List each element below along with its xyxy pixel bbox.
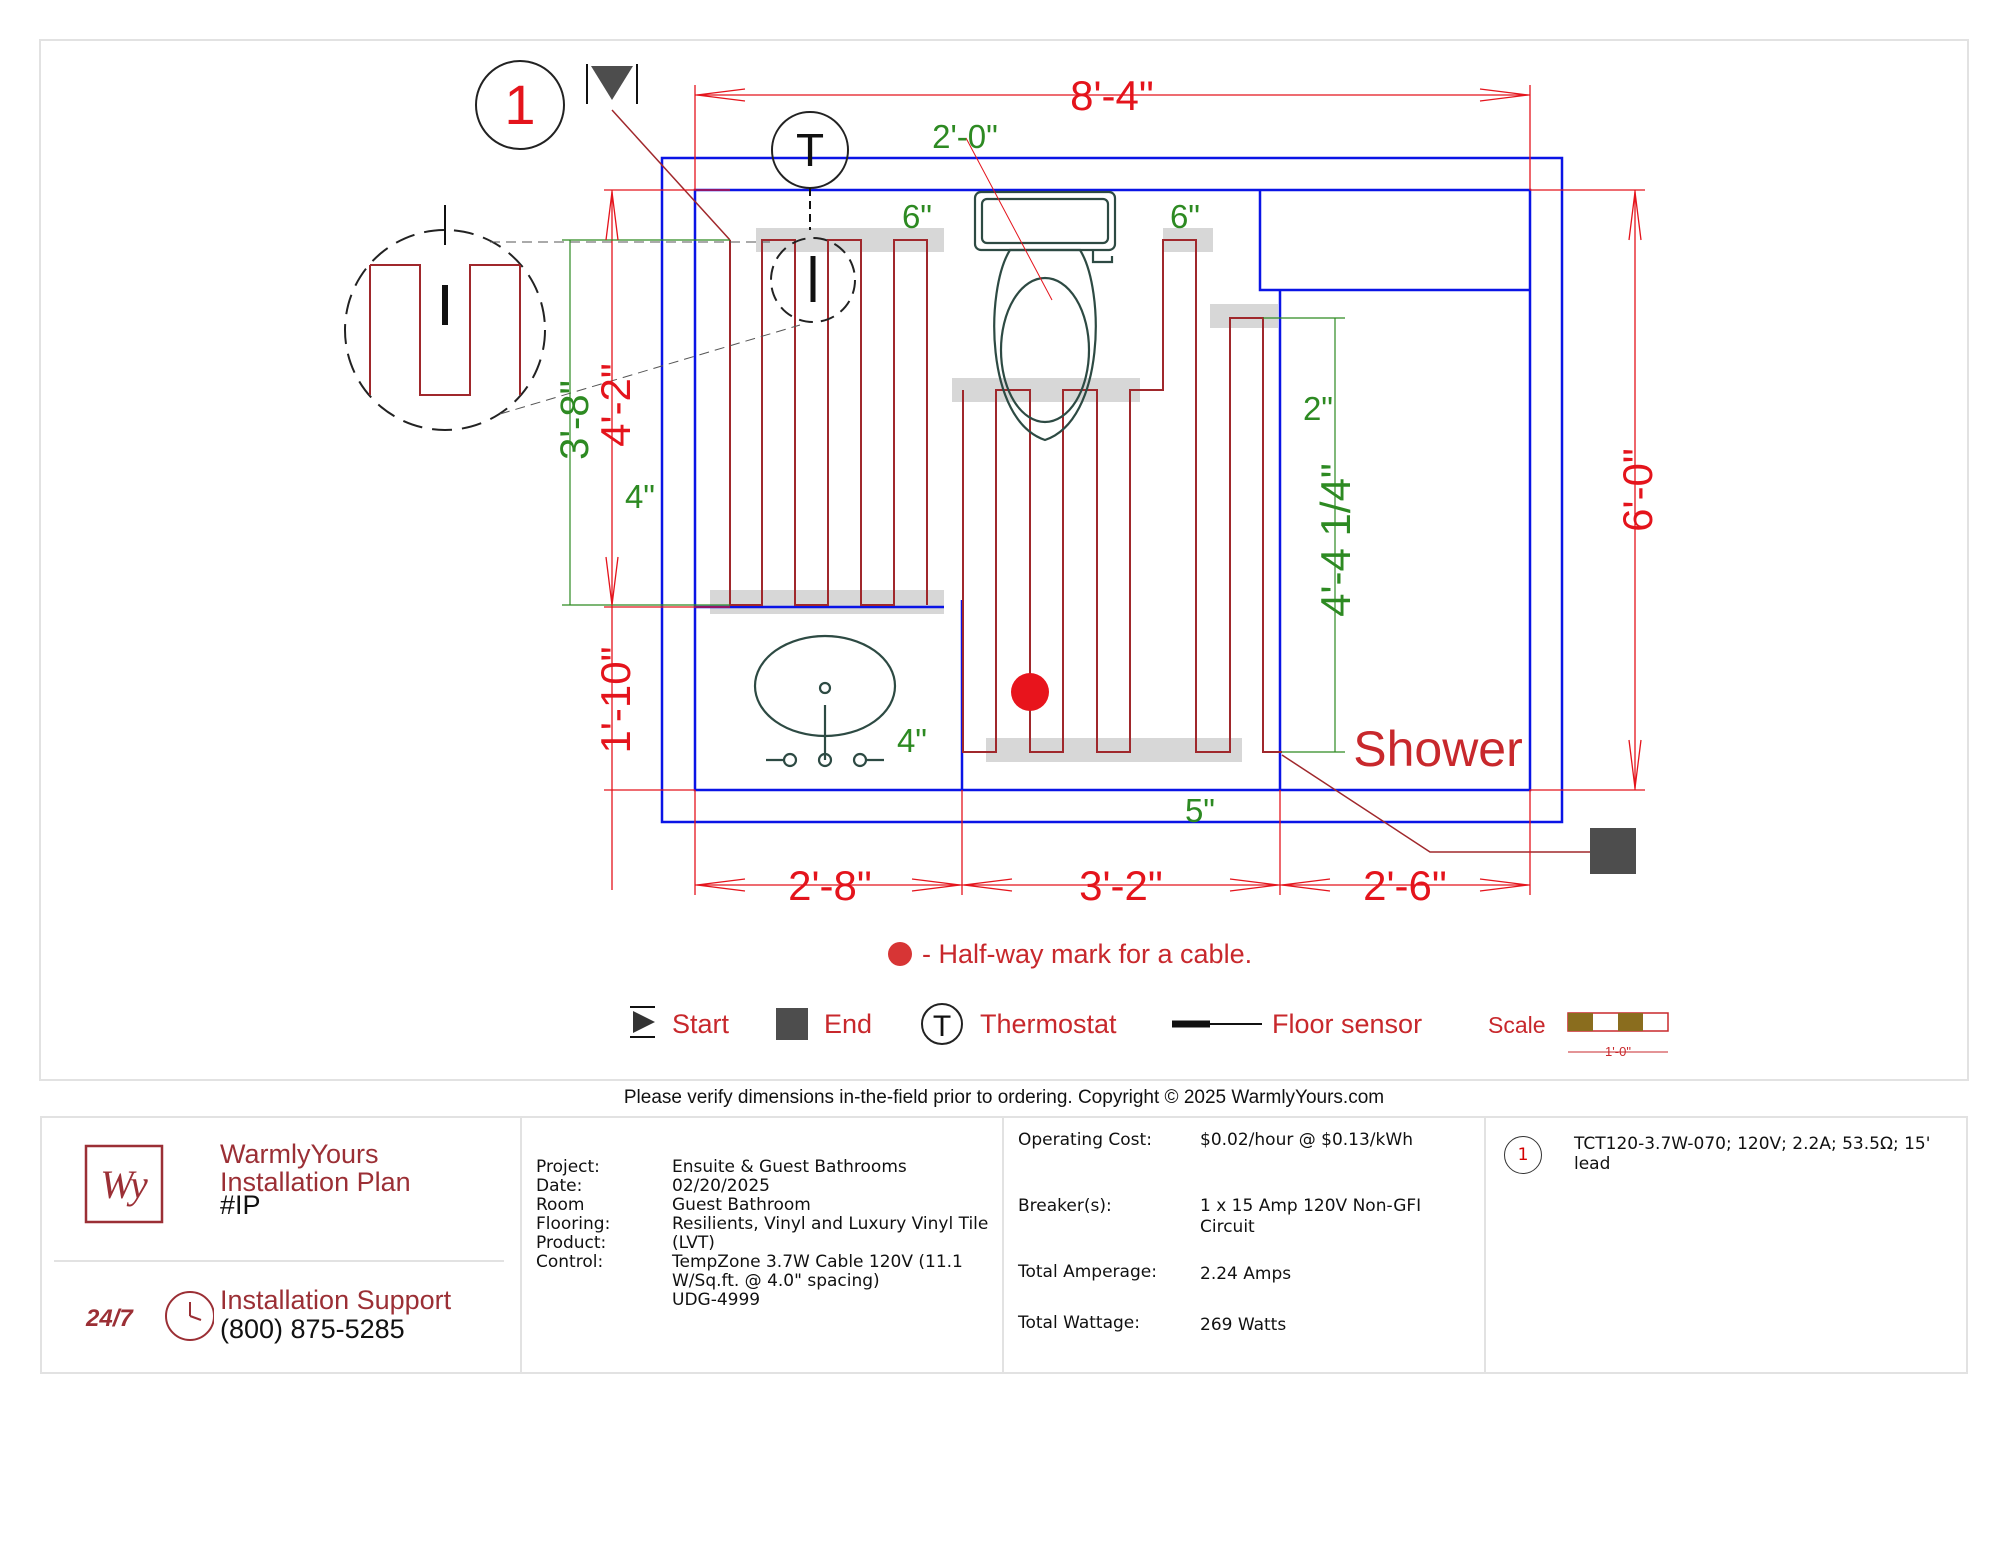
halfway-mark [1011,673,1049,711]
cable-list-number: 1 [1504,1136,1542,1174]
halfway-note: - Half-way mark for a cable. [922,939,1253,969]
thermostat-marker-symbol: T [795,124,825,176]
support-phone: (800) 875-5285 [220,1314,405,1344]
project-label: Project: [536,1157,600,1177]
date-value: 02/20/2025 [672,1176,770,1196]
project-info-cell [522,1118,1004,1372]
warmlyyours-logo-icon [84,1144,164,1224]
dim-vertical-upper: 4'-2" [592,363,639,447]
dim-overall-height: 6'-0" [1614,448,1661,532]
control-value: UDG-4999 [672,1290,761,1310]
cable-list-spec: TCT120-3.7W-070; 120V; 2.2A; 53.5Ω; 15' lead [1574,1134,1931,1174]
dim-spacing-left: 6" [901,198,933,235]
legend-start-label: Start [672,1009,730,1039]
field-verify-notice: Please verify dimensions in-the-field prior to ordering. Copyright © 2025 WarmlyYours.com [623,1087,1385,1108]
cable-number-text: 1 [504,73,536,136]
dim-bottom-right: 2'-6" [1363,862,1447,909]
thermostat-marker [772,112,848,230]
wattage-value: 269 Watts [1200,1315,1287,1335]
dim-shower-run: 4'-4 1/4" [1312,463,1359,617]
support-clock-icon [84,1288,214,1344]
operating-cost-value: $0.02/hour @ $0.13/kWh [1200,1130,1413,1150]
dim-edge-left: 4" [624,478,656,515]
legend-start-icon [630,1007,655,1037]
wattage-label: Total Wattage: [1018,1313,1140,1333]
product-value: TempZone 3.7W Cable 120V (11.1 W/Sq.ft. @ 4.0" spacing) [672,1252,963,1291]
dim-toilet-offset: 2'-0" [932,118,998,155]
support-label: Installation Support [220,1285,452,1315]
dim-bottom-spacing: 5" [1184,792,1216,829]
room-label: Room [536,1195,585,1215]
legend-scale-label: Scale [1488,1012,1546,1038]
legend-thermostat-label: Thermostat [980,1009,1117,1039]
legend-end-label: End [824,1009,873,1039]
dimension-texts [553,72,1661,909]
cable-list-cell [1486,1118,1968,1372]
amperage-label: Total Amperage: [1018,1262,1157,1282]
svg-text:Wy: Wy [100,1162,148,1207]
operating-info-cell [1004,1118,1486,1372]
room-value: Guest Bathroom [672,1195,811,1215]
dim-bottom-left: 2'-8" [788,862,872,909]
branding-cell [42,1118,522,1372]
shower-label: Shower [1353,721,1523,777]
operating-cost-label: Operating Cost: [1018,1130,1152,1150]
project-value: Ensuite & Guest Bathrooms [672,1157,907,1177]
legend-floor-sensor-label: Floor sensor [1272,1009,1423,1039]
title-block [40,1116,1968,1374]
flooring-label: Flooring: [536,1214,611,1234]
breaker-value: 1 x 15 Amp 120V Non-GFI Circuit [1200,1196,1422,1237]
dim-edge-shower: 2" [1302,390,1334,427]
dim-vertical-cable-run: 3'-8" [553,380,597,460]
halfway-legend-dot [888,942,912,966]
legend [630,1004,1668,1059]
sink [755,636,895,766]
control-label: Control: [536,1252,604,1272]
branding-divider [54,1260,504,1262]
flooring-value: Resilients, Vinyl and Luxury Vinyl Tile (LVT) [672,1214,989,1253]
dim-bottom-mid: 3'-2" [1079,862,1163,909]
amperage-value: 2.24 Amps [1200,1264,1292,1284]
start-marker [587,64,730,240]
date-label: Date: [536,1176,583,1196]
legend-scale-unit: 1'-0" [1605,1044,1631,1059]
document-title: Installation Plan [220,1167,411,1197]
cable-number-marker [476,61,564,149]
product-label: Product: [536,1233,607,1253]
dim-spacing-right: 6" [1169,198,1201,235]
dim-edge-sink: 4" [896,722,928,759]
legend-thermostat-symbol: T [932,1010,952,1043]
svg-text:24/7: 24/7 [86,1305,133,1332]
breaker-label: Breaker(s): [1018,1196,1112,1216]
legend-end-icon [776,1008,808,1040]
company-name: WarmlyYours [220,1139,379,1169]
dim-top-overall: 8'-4" [1070,72,1154,119]
ip-number: #IP [220,1190,261,1220]
dim-vertical-lower: 1'-10" [592,646,639,754]
